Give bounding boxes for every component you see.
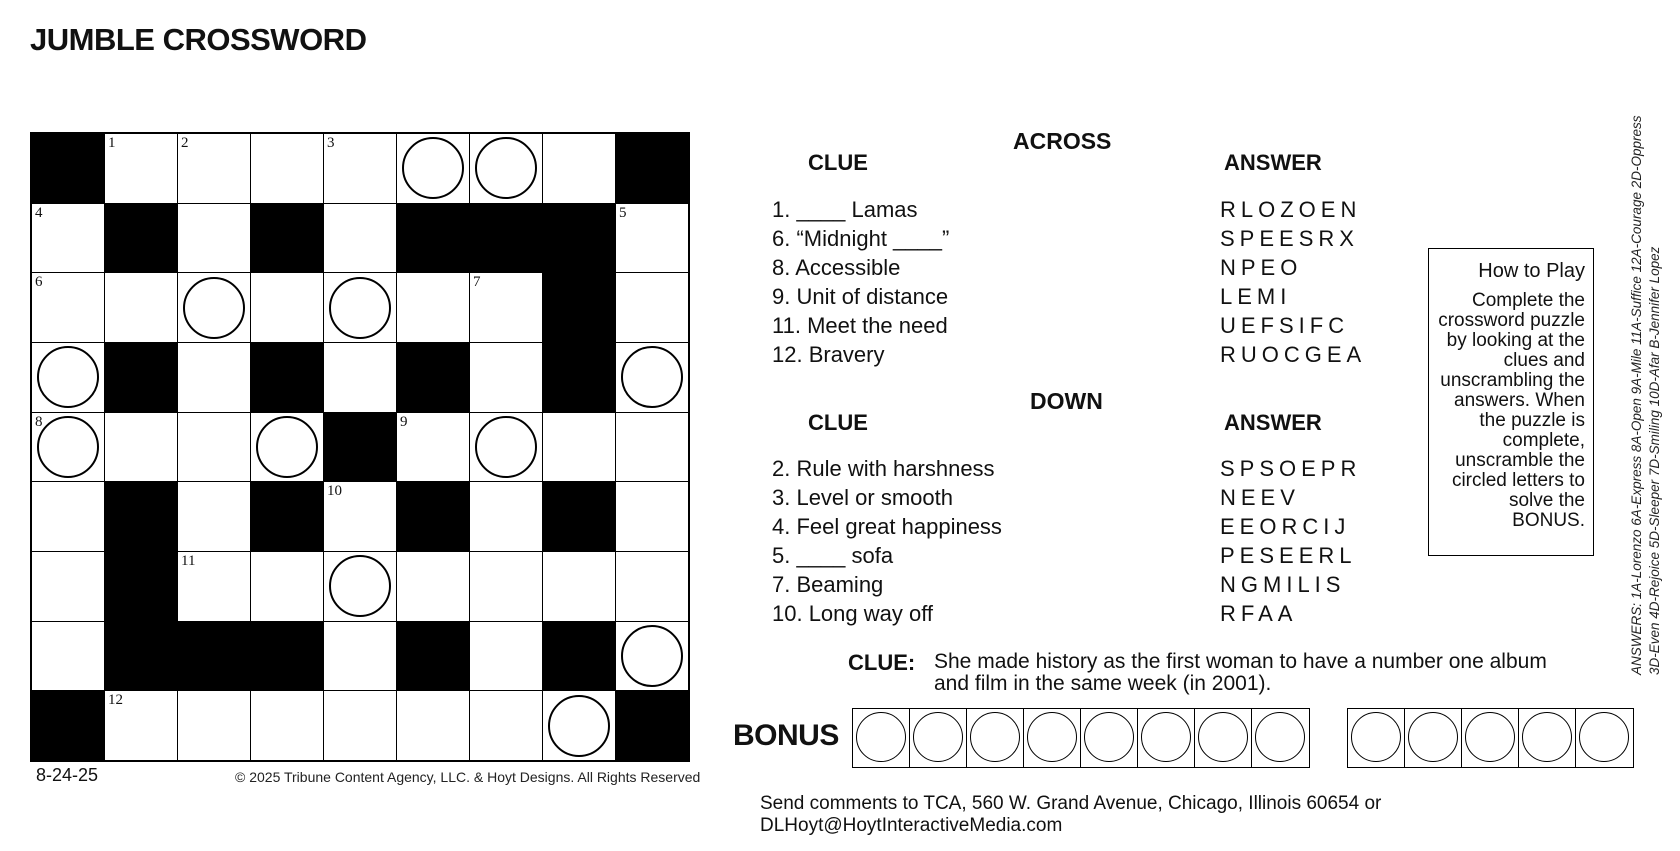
grid-cell[interactable] xyxy=(32,273,104,342)
down-heading: DOWN xyxy=(1030,388,1103,414)
grid-cell[interactable] xyxy=(178,413,250,482)
across-clue: 1. ____ Lamas xyxy=(772,197,918,222)
grid-cell[interactable] xyxy=(397,552,469,621)
how-to-play-heading: How to Play xyxy=(1478,260,1585,282)
across-jumbled-answer: LEMI xyxy=(1220,284,1292,309)
grid-cell[interactable] xyxy=(470,273,542,342)
grid-cell[interactable] xyxy=(616,343,688,412)
circle-marker xyxy=(475,416,537,478)
black-cell xyxy=(32,134,104,203)
grid-cell[interactable] xyxy=(324,204,396,273)
bonus-letter-slot[interactable] xyxy=(1462,709,1519,767)
across-clue: 12. Bravery xyxy=(772,342,885,367)
grid-cell[interactable] xyxy=(324,482,396,551)
bonus-word-2 xyxy=(1347,708,1634,768)
down-clue: 10. Long way off xyxy=(772,601,934,626)
circle-marker xyxy=(402,137,464,199)
black-cell xyxy=(105,343,177,412)
clue-number: 5 xyxy=(619,204,627,221)
black-cell xyxy=(251,204,323,273)
black-cell xyxy=(397,204,469,273)
bonus-letter-slot[interactable] xyxy=(1252,709,1309,767)
how-to-play-text: Complete the crossword puzzle by looking at the clues and unscrambling the answers. When the puzzle is complete, unscramble the circled letters to solve the BONUS. xyxy=(1438,290,1585,531)
clue-number: 7 xyxy=(473,274,481,291)
grid-cell[interactable] xyxy=(324,622,396,691)
black-cell xyxy=(543,622,615,691)
down-jumbled-answer: SPSOEPR xyxy=(1220,456,1362,481)
grid-cell[interactable] xyxy=(32,204,104,273)
bonus-clue-text: She made history as the first woman to have a number one album and film in the same week (in 2001). xyxy=(934,650,1547,695)
grid-cell[interactable] xyxy=(397,691,469,760)
black-cell xyxy=(397,343,469,412)
grid-cell[interactable] xyxy=(324,552,396,621)
bonus-letter-slot[interactable] xyxy=(853,709,910,767)
bonus-letter-slot[interactable] xyxy=(1348,709,1405,767)
clue-number: 4 xyxy=(35,204,43,221)
across-heading: ACROSS xyxy=(1013,128,1112,154)
grid-cell[interactable] xyxy=(470,622,542,691)
black-cell xyxy=(251,482,323,551)
black-cell xyxy=(616,134,688,203)
grid-cell[interactable] xyxy=(251,413,323,482)
circle-marker xyxy=(621,625,683,687)
across-jumbled-answer: SPEESRX xyxy=(1220,226,1359,251)
black-cell xyxy=(397,622,469,691)
grid-cell[interactable] xyxy=(470,343,542,412)
black-cell xyxy=(105,622,177,691)
bonus-letter-slot[interactable] xyxy=(1138,709,1195,767)
contact-line: Send comments to TCA, 560 W. Grand Avenue, Chicago, Illinois 60654 or DLHoyt@HoytInteractiveMedia.com xyxy=(760,793,1382,836)
bonus-letter-slot[interactable] xyxy=(1576,709,1633,767)
down-jumbled-answer: RFAA xyxy=(1220,601,1298,626)
black-cell xyxy=(397,482,469,551)
circle-marker xyxy=(35,413,99,478)
across-answer-list xyxy=(1220,195,1366,369)
down-clue: 3. Level or smooth xyxy=(772,485,953,510)
bonus-letter-slot[interactable] xyxy=(1195,709,1252,767)
grid-cell[interactable] xyxy=(470,552,542,621)
across-clue-label: CLUE xyxy=(808,150,868,175)
grid-cell[interactable] xyxy=(543,413,615,482)
black-cell xyxy=(470,204,542,273)
grid-cell[interactable] xyxy=(32,413,104,482)
grid-cell[interactable] xyxy=(251,134,323,203)
grid-cell[interactable] xyxy=(397,134,469,203)
grid-cell[interactable] xyxy=(178,691,250,760)
grid-cell[interactable] xyxy=(251,552,323,621)
down-jumbled-answer: NGMILIS xyxy=(1220,572,1346,597)
black-cell xyxy=(616,691,688,760)
across-clue-list xyxy=(772,195,949,369)
down-jumbled-answer: NEEV xyxy=(1220,485,1300,510)
down-answer-list xyxy=(1220,454,1361,628)
across-jumbled-answer: NPEO xyxy=(1220,255,1303,280)
down-clue: 2. Rule with harshness xyxy=(772,456,995,481)
bonus-letter-slot[interactable] xyxy=(910,709,967,767)
grid-cell[interactable] xyxy=(616,204,688,273)
circle-marker xyxy=(37,346,99,408)
grid-cell[interactable] xyxy=(105,691,177,760)
grid-cell[interactable] xyxy=(32,482,104,551)
grid-cell[interactable] xyxy=(543,691,615,760)
clue-number: 6 xyxy=(35,274,43,291)
clue-number: 11 xyxy=(181,552,196,569)
grid-cell[interactable] xyxy=(616,482,688,551)
clue-number: 9 xyxy=(400,413,408,430)
black-cell xyxy=(324,413,396,482)
grid-cell[interactable] xyxy=(397,413,469,482)
grid-cell[interactable] xyxy=(178,134,250,203)
black-cell xyxy=(105,482,177,551)
grid-cell[interactable] xyxy=(470,482,542,551)
clue-number: 8 xyxy=(35,413,43,430)
across-clue: 8. Accessible xyxy=(772,255,901,280)
grid-cell[interactable] xyxy=(178,343,250,412)
grid-cell[interactable] xyxy=(251,273,323,342)
clue-number: 2 xyxy=(181,135,189,151)
grid-cell[interactable] xyxy=(324,691,396,760)
circle-marker xyxy=(329,277,391,339)
circle-marker xyxy=(183,277,245,339)
grid-cell[interactable] xyxy=(616,622,688,691)
crossword-grid xyxy=(30,132,690,762)
black-cell xyxy=(32,691,104,760)
puzzle-title: JUMBLE CROSSWORD xyxy=(30,22,367,57)
circle-marker xyxy=(621,346,683,408)
grid-cell[interactable] xyxy=(543,134,615,203)
down-clue-label: CLUE xyxy=(808,410,868,435)
bonus-letter-slot[interactable] xyxy=(1081,709,1138,767)
across-jumbled-answer: RUOCGEA xyxy=(1220,342,1367,367)
black-cell xyxy=(543,204,615,273)
grid-cell[interactable] xyxy=(470,413,542,482)
across-jumbled-answer: RLOZOEN xyxy=(1220,197,1362,222)
grid-cell[interactable] xyxy=(470,134,542,203)
clue-number: 12 xyxy=(108,692,123,709)
grid-cell[interactable] xyxy=(324,134,396,203)
grid-cell[interactable] xyxy=(105,273,177,342)
grid-cell[interactable] xyxy=(178,204,250,273)
grid-cell[interactable] xyxy=(470,691,542,760)
across-clue: 11. Meet the need xyxy=(772,313,948,338)
clue-number: 1 xyxy=(108,135,116,151)
down-clue: 4. Feel great happiness xyxy=(772,514,1002,539)
black-cell xyxy=(251,343,323,412)
grid-cell[interactable] xyxy=(105,413,177,482)
circle-marker xyxy=(256,416,318,478)
grid-cell[interactable] xyxy=(616,413,688,482)
down-clue-list xyxy=(772,454,1002,628)
down-jumbled-answer: EEORCIJ xyxy=(1220,514,1351,539)
puzzle-date: 8-24-25 xyxy=(36,765,99,785)
grid-cell[interactable] xyxy=(32,622,104,691)
black-cell xyxy=(251,622,323,691)
clue-number: 3 xyxy=(327,135,335,151)
grid-cell[interactable] xyxy=(543,552,615,621)
black-cell xyxy=(105,204,177,273)
grid-cell[interactable] xyxy=(178,273,250,342)
down-jumbled-answer: PESEERL xyxy=(1220,543,1357,568)
bonus-letter-slot[interactable] xyxy=(967,709,1024,767)
down-clue: 5. ____ sofa xyxy=(772,543,894,568)
grid-cell[interactable] xyxy=(616,552,688,621)
grid-cell[interactable] xyxy=(324,343,396,412)
grid-cell[interactable] xyxy=(251,691,323,760)
circle-marker xyxy=(475,137,537,199)
bonus-letter-slot[interactable] xyxy=(1519,709,1576,767)
grid-cell[interactable] xyxy=(32,343,104,412)
across-clue: 6. “Midnight ____” xyxy=(772,226,950,251)
how-to-play-box xyxy=(1428,248,1594,556)
grid-cell[interactable] xyxy=(32,552,104,621)
grid-cell[interactable] xyxy=(105,134,177,203)
bonus-label: BONUS xyxy=(733,719,839,752)
grid-cell[interactable] xyxy=(178,482,250,551)
across-answer-label: ANSWER xyxy=(1224,150,1322,175)
grid-cell[interactable] xyxy=(178,552,250,621)
black-cell xyxy=(543,273,615,342)
black-cell xyxy=(543,482,615,551)
grid-cell[interactable] xyxy=(397,273,469,342)
down-clue: 7. Beaming xyxy=(772,572,884,597)
bonus-letter-slot[interactable] xyxy=(1024,709,1081,767)
answers-key: ANSWERS: 1A-Lorenzo 6A-Express 8A-Open 9A-Mile 11A-Suffice 12A-Courage 2D-Oppress 3D-Even 4D-Rejoice 5D-Sleeper 7D-Smiling 10D-Afar B-Jennifer Lopez xyxy=(1629,115,1662,675)
down-answer-label: ANSWER xyxy=(1224,410,1322,435)
across-jumbled-answer: UEFSIFC xyxy=(1220,313,1350,338)
black-cell xyxy=(543,343,615,412)
bonus-clue-label: CLUE: xyxy=(848,650,916,675)
circle-marker xyxy=(548,695,610,757)
bonus-word-1 xyxy=(852,708,1310,768)
clue-number: 10 xyxy=(327,483,342,500)
circle-marker xyxy=(329,555,391,617)
black-cell xyxy=(105,552,177,621)
copyright-notice: © 2025 Tribune Content Agency, LLC. & Hoyt Designs. All Rights Reserved xyxy=(235,769,701,785)
bonus-letter-slot[interactable] xyxy=(1405,709,1462,767)
grid-cell[interactable] xyxy=(616,273,688,342)
grid-cell[interactable] xyxy=(324,273,396,342)
black-cell xyxy=(178,622,250,691)
across-clue: 9. Unit of distance xyxy=(772,284,949,309)
